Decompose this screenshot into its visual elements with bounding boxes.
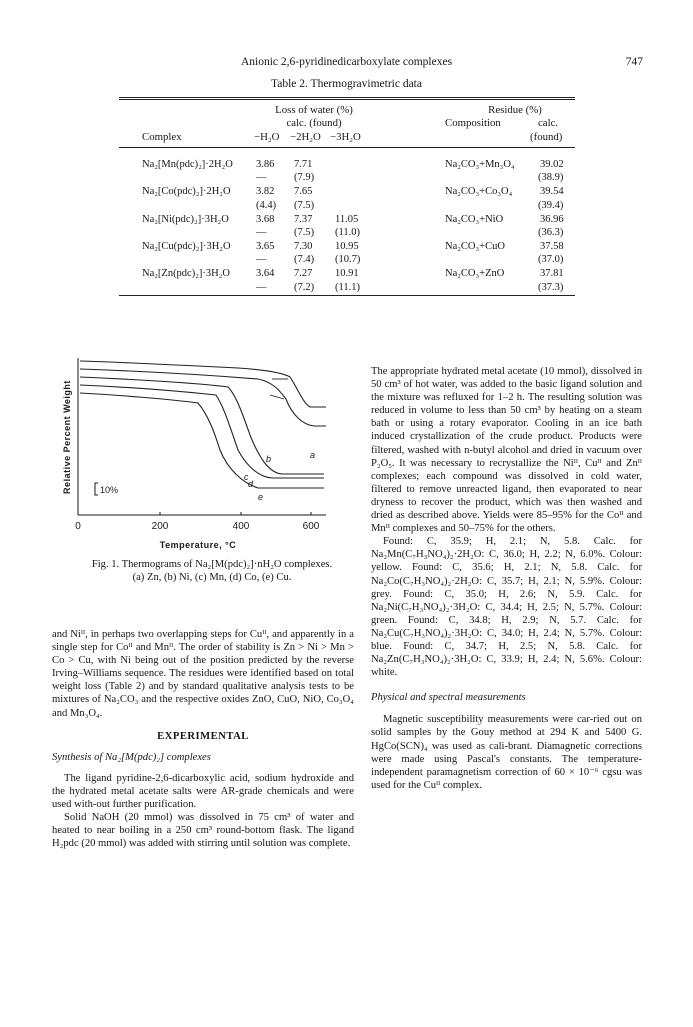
analysis-paragraph: Found: C, 35.9; H, 2.1; N, 5.8. Calc. for Na₂Mn(C₇H₃NO₄)₂·2H₂O: C, 36.0; H, 2.2; N, 6.0%. Colour: yellow. Found: C, 35.6; H, 2.1; N, 5.8. Calc. for Na₂Co(C₇H₃NO₄)₂·2H₂O: C, 35.7; H, 2.1; N, 5.9%. Colour: grey. Found: C, 35.0; H, 2.6; N, 5.9. Calc. for Na₂Ni(C₇H₃NO₄)₂·3H₂O: C, 34.4; H, 2.5; N, 5.7%. Colour: green. Found: C, 34.8; H, 2.9; N, 5.7. Calc. for Na₂Cu(C₇H₃NO₄)₂·3H₂O: C, 34.0; H, 2.4; N, 5.7%. Colour: blue. Found: C, 34.7; H, 2.5; N, 5.8. Calc. for Na₂Zn(C₇H₃NO₄)₂·3H₂O: C, 33.9; H, 2.4; N, 5.6%. Colour: white. — [371, 536, 642, 679]
running-title: Anionic 2,6-pyridinedicarboxylate complexes — [240, 56, 453, 68]
synthesis-subheading: Synthesis of Na₂[M(pdc)₂] complexes — [52, 751, 211, 763]
thermogram-figure — [58, 355, 368, 555]
table-bottom-rule — [119, 295, 575, 296]
table-cell-f2: (7.5) — [294, 226, 315, 238]
table-cell-comp: Na₂CO₃+CuO — [445, 240, 505, 252]
x-tick-label: 400 — [232, 521, 250, 532]
calc-found-header: calc. (found) — [286, 117, 342, 129]
table-cell-f2: (7.4) — [294, 254, 315, 266]
table-cell-c2: 7.27 — [294, 268, 313, 280]
left-column — [52, 628, 354, 850]
complex-header: Complex — [142, 131, 182, 143]
table-cell-complex: Na₂[Zn(pdc)₂]·3H₂O — [142, 268, 230, 280]
table-cell-c3: 10.91 — [335, 268, 359, 280]
stability-paragraph: and Niᴵᴵ, in perhaps two overlapping steps for Cuᴵᴵ, and apparently in a single step for Coᴵᴵ and Mnᴵᴵ. The order of stability is Zn > Ni > Mn > Co > Cu, with Ni being out of the position predicted by the reverse Irving–Williams sequence. The residues were identified based on total weight loss (Table 2) and by standard qualitative analysis tests to be mixtures of Na₂CO₃ and the respective oxides ZnO, CuO, NiO, Co₃O₄ and Mn₃O₄. — [52, 629, 354, 719]
table-header-rule — [119, 147, 575, 148]
table-cell-f2: (7.2) — [294, 281, 315, 293]
table-caption: Table 2. Thermogravimetric data — [271, 78, 422, 90]
table-cell-c3: 11.05 — [335, 213, 359, 225]
scale-bar — [95, 483, 98, 495]
table-cell-f1: — — [256, 226, 267, 238]
table-cell-c2: 7.71 — [294, 159, 313, 170]
table-cell-f2: (7.5) — [294, 199, 315, 211]
table-cell-complex: Na₂[Cu(pdc)₂]·3H₂O — [142, 240, 231, 252]
curve-label-e: e — [258, 492, 264, 502]
right-column — [371, 365, 642, 792]
table-cell-rc: 36.96 — [540, 213, 564, 225]
table-top-rule — [119, 97, 575, 98]
table-cell-rf: (38.9) — [538, 172, 564, 184]
thermogram-curve-b — [80, 369, 326, 426]
table-cell-rc: 37.81 — [540, 268, 564, 280]
table-cell-f1: — — [256, 254, 267, 266]
table-cell-c1: 3.68 — [256, 213, 275, 225]
x-tick-label: 0 — [75, 521, 81, 532]
table-cell-f1: — — [256, 172, 267, 184]
table-cell-complex: Na₂[Mn(pdc)₂]·2H₂O — [142, 159, 233, 170]
figure-caption-line-1: Fig. 1. Thermograms of Na₂[M(pdc)₂]·nH₂O complexes. — [91, 559, 333, 570]
x-axis-label: Temperature, °C — [159, 540, 237, 550]
table-cell-f1: (4.4) — [256, 199, 277, 211]
table-cell-rc: 39.02 — [540, 159, 564, 170]
table-cell-f1: — — [256, 281, 267, 293]
table-cell-f2: (7.9) — [294, 172, 315, 184]
table-cell-c2: 7.30 — [294, 240, 313, 252]
table-cell-c1: 3.82 — [256, 186, 275, 198]
table-cell-c2: 7.37 — [294, 213, 313, 225]
table-cell-rf: (39.4) — [538, 199, 564, 211]
h2o2-header: −2H₂O — [290, 131, 321, 143]
table-cell-rf: (37.3) — [538, 281, 564, 293]
running-header — [0, 56, 693, 70]
table-cell-rf: (37.0) — [538, 254, 564, 266]
h2o-header: −H₂O — [254, 131, 280, 143]
thermogram-curve-c — [80, 377, 324, 474]
thermogram-plot — [62, 358, 326, 550]
figure-caption — [64, 558, 360, 584]
reagents-paragraph: The ligand pyridine-2,6-dicarboxylic acid, sodium hydroxide and the hydrated metal acetate salts were AR-grade chemicals and were used with-out further purification. — [52, 772, 354, 811]
table-cell-comp: Na₂CO₃+Co₃O₄ — [445, 186, 513, 198]
experimental-heading: EXPERIMENTAL — [157, 730, 249, 742]
table-cell-f3: (10.7) — [335, 254, 361, 266]
table-cell-c3: 10.95 — [335, 240, 359, 252]
table-cell-c2: 7.65 — [294, 186, 313, 198]
naoh-paragraph: Solid NaOH (20 mmol) was dissolved in 75 cm³ of water and heated to near boiling in a 250 cm³ round-bottom flask. The ligand H₂pdc (20 mmol) was added with stirring until solution was complete. — [52, 812, 354, 850]
magnetic-paragraph: Magnetic susceptibility measurements were car-ried out on solid samples by the Gouy method at 294 K and 5400 G. HgCo(SCN)₄ was used as cali-brant. Diamagnetic corrections were made using Pascal's constants. The temperature-independent paramagnetism correction of 60 × 10⁻⁶ cgsu was used for the Cuᴵᴵ complex. — [371, 714, 642, 791]
procedure-paragraph: The appropriate hydrated metal acetate (10 mmol), dissolved in 50 cm³ of hot water, was added to the basic ligand solution and the mixture was refluxed for 1–2 h. The resulting solution was reduced in volume to less than 50 cm³ by heating on a steam bath or using a rotary evaporator. Cooling in an ice bath induced crystallization of the crude product. Products were filtered, washed with n-butyl alcohol and dried in vacuum over P₂O₅. It was necessary to recrystallize the Niᴵᴵ, Cuᴵᴵ and Znᴵᴵ complexes; each compound was dissolved in cold water, filtered to remove unreacted ligand, then evaporated to near dryness to recover the product, which was then washed and dried as described above. Yields were 85–95% for the Coᴵᴵ and Mnᴵᴵ complexes and 50–75% for the others. — [371, 366, 642, 535]
y-axis-label: Relative Percent Weight — [62, 380, 72, 494]
thermogram-curve-d — [80, 385, 324, 478]
table-cell-comp: Na₂CO₃+Mn₃O₄ — [445, 159, 515, 170]
physical-measurements-subheading: Physical and spectral measurements — [371, 692, 526, 704]
h2o3-header: −3H₂O — [330, 131, 361, 143]
table-cell-c1: 3.65 — [256, 240, 275, 252]
residue-header: Residue (%) — [488, 104, 542, 116]
table-cell-f3: (11.1) — [335, 281, 360, 293]
composition-header: Composition — [445, 117, 501, 129]
loss-of-water-header: Loss of water (%) — [275, 104, 353, 116]
x-tick-label: 200 — [151, 521, 169, 532]
table-cell-complex: Na₂[Ni(pdc)₂]·3H₂O — [142, 213, 229, 225]
curve-label-d: d — [248, 479, 254, 489]
curve-label-b: b — [266, 454, 272, 464]
curve-label-a: a — [310, 450, 316, 460]
scale-label: 10% — [100, 485, 119, 495]
table-cell-f3: (11.0) — [335, 226, 360, 238]
curve-label-c: c — [244, 472, 249, 482]
table-cell-c1: 3.64 — [256, 268, 275, 280]
table-cell-rf: (36.3) — [538, 226, 564, 238]
table-cell-comp: Na₂CO₃+ZnO — [445, 268, 505, 280]
page-number: 747 — [625, 56, 643, 68]
curve-b-shoulder — [270, 395, 284, 399]
calc-header: calc. — [538, 117, 559, 129]
x-tick-label: 600 — [302, 521, 320, 532]
table-cell-rc: 39.54 — [540, 186, 564, 198]
figure-caption-line-2: (a) Zn, (b) Ni, (c) Mn, (d) Co, (e) Cu. — [132, 572, 292, 583]
table-top-rule-2 — [119, 99, 575, 100]
table-cell-complex: Na₂[Co(pdc)₂]·2H₂O — [142, 186, 231, 198]
found-header: (found) — [530, 131, 563, 143]
table-cell-c1: 3.86 — [256, 159, 275, 170]
table-cell-comp: Na₂CO₃+NiO — [445, 213, 504, 225]
table-cell-rc: 37.58 — [540, 240, 564, 252]
